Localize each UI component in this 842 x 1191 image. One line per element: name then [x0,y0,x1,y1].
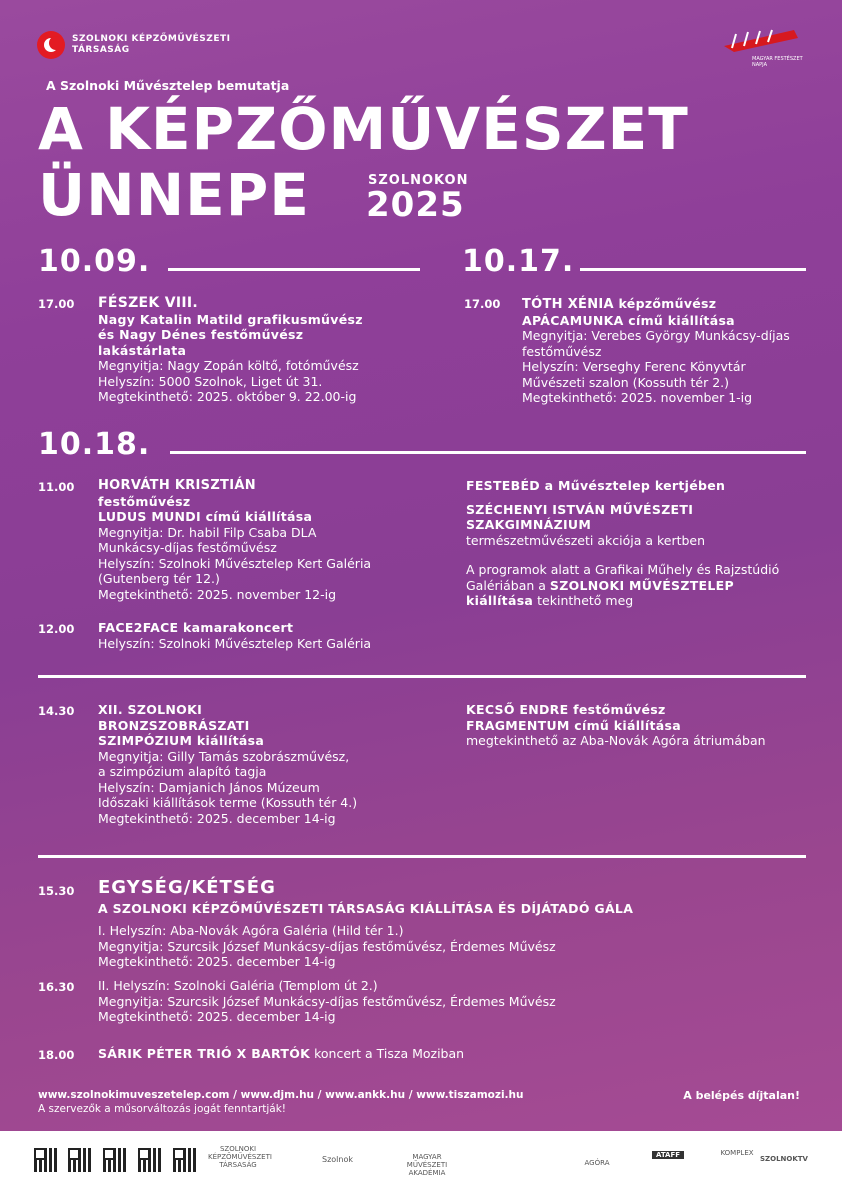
event-detail: koncert a Tisza Moziban [310,1046,465,1061]
page-title-line1: A KÉPZŐMŰVÉSZET [38,95,689,163]
event-1009 [98,296,438,405]
event-detail: Megtekinthető: 2025. december 14-ig [98,954,336,969]
event-subtitle: és Nagy Dénes festőművész [98,327,304,342]
date-rule [168,268,420,271]
event-detail: Megnyitja: Szurcsik József Munkácsy-díjas festőművész, Érdemes Művész [98,938,556,954]
event-detail: Megtekinthető: 2025. november 12-ig [98,586,337,602]
section-rule [38,855,806,858]
event-1017 [522,296,822,406]
event-detail: Megnyitja: Verebes György Munkácsy-díjas [522,328,790,343]
event-detail: Helyszín: 5000 Szolnok, Liget út 31. [98,373,323,389]
event-title: BRONZSZOBRÁSZATI [98,717,250,733]
sponsor-logo: AGÓRA [584,1159,610,1167]
qr-code[interactable] [68,1148,92,1172]
event-detail: (Gutenberg tér 12.) [98,571,220,586]
event-subtitle: SZÉCHENYI ISTVÁN MŰVÉSZETI [466,501,694,517]
event-subtitle: LUDUS MUNDI [98,509,201,524]
event-detail: II. Helyszín: Szolnoki Galéria (Templom út 2.) [98,978,378,993]
event-title: TÓTH XÉNIA [522,297,614,312]
event-subtitle-suffix: című kiállítása [569,717,681,733]
date-rule [170,451,806,454]
event-detail: A programok alatt a Grafikai Műhely és Rajzstúdió [466,562,780,577]
event-title: SZIMPÓZIUM [98,733,193,748]
event-detail: Időszaki kiállítások terme (Kossuth tér 4.) [98,795,358,810]
event-1018-kecso [466,702,812,749]
event-title: SÁRIK PÉTER TRIÓ X BARTÓK [98,1046,311,1061]
event-detail: Megnyitja: Szurcsik József Munkácsy-díjas festőművész, Érdemes Művész [98,993,556,1009]
qr-code[interactable] [34,1148,58,1172]
sponsor-logo: ATAFF [652,1151,684,1159]
event-subtitle: APÁCAMUNKA [522,312,624,328]
event-time: 17.00 [38,297,75,311]
sponsor-strip [0,1131,842,1191]
event-detail: Helyszín: Szolnoki Művésztelep Kert Galéria [98,635,372,651]
event-title: FESTEBÉD [466,478,540,493]
event-title: XII. SZOLNOKI [98,702,203,717]
event-detail: Megtekinthető: 2025. november 1-ig [522,390,753,405]
event-detail: festőművész [522,343,602,359]
event-title-suffix: a Művésztelep kertjében [540,478,726,493]
event-1018-1630 [98,978,818,1025]
event-detail: Megnyitja: Nagy Zopán költő, fotóművész [98,358,359,373]
event-time: 18.00 [38,1048,75,1062]
event-highlight: kiállítása [466,593,534,608]
event-1018-1800 [98,1046,818,1062]
badge-text: MAGYAR FESTÉSZET NAPJA [752,56,803,68]
org-logo [36,30,262,60]
event-title-suffix: kamarakoncert [178,620,294,635]
event-subtitle-suffix: című kiállítása [623,312,735,328]
event-time: 12.00 [38,622,75,636]
festival-badge [714,26,804,72]
date-1017: 10.17. [462,244,575,279]
section-rule [38,675,806,678]
event-1018-1200 [98,620,438,651]
sponsor-logo: Szolnok [322,1155,353,1164]
event-detail: tekinthető meg [533,593,634,608]
event-1018-1430 [98,702,438,826]
year-label: 2025 [366,185,465,225]
event-subtitle-suffix: című kiállítása [200,509,313,524]
event-title: FÉSZEK VIII. [98,295,199,311]
sponsor-logo: MAGYAR MŰVÉSZETI AKADÉMIA [406,1153,448,1177]
sponsor-logo: SZOLNOKI KÉPZŐMŰVÉSZETI TÁRSASÁG [208,1145,272,1169]
event-subtitle: FRAGMENTUM [466,717,570,733]
footer-note: A szervezők a műsorváltozás jogát fenntartják! [38,1103,287,1115]
date-1018: 10.18. [38,427,151,462]
event-title: FACE2FACE [98,620,179,635]
qr-code[interactable] [103,1148,127,1172]
page-title-line2: ÜNNEPE [38,161,310,229]
event-detail: Helyszín: Szolnoki Művésztelep Kert Galéria [98,555,372,571]
free-entry: A belépés díjtalan! [683,1089,800,1102]
org-name: SZOLNOKI KÉPZŐMŰVÉSZETI TÁRSASÁG [72,34,231,55]
event-detail: Megnyitja: Gilly Tamás szobrászművész, [98,748,350,764]
event-role: festőművész [568,702,666,717]
event-title: EGYSÉG/KÉTSÉG [98,877,276,898]
city-label: SZOLNOKON [368,173,469,188]
date-rule [580,268,806,271]
event-time: 15.30 [38,884,75,898]
qr-code[interactable] [138,1148,162,1172]
event-detail: megtekinthető az Aba-Novák Agóra átriumában [466,733,766,748]
kicker: A Szolnoki Művésztelep bemutatja [46,78,290,93]
event-role: képzőművész [613,296,717,311]
event-detail: Megtekinthető: 2025. december 14-ig [98,810,336,826]
event-1018-festebed [466,478,812,609]
event-detail: természetművészeti akciója a kertben [466,532,706,548]
event-detail: Helyszín: Damjanich János Múzeum [98,779,320,795]
event-time: 11.00 [38,480,75,494]
sponsor-logo: KOMPLEX [720,1149,754,1157]
event-detail: Megtekinthető: 2025. október 9. 22.00-ig [98,389,357,404]
event-detail: I. Helyszín: Aba-Novák Agóra Galéria (Hild tér 1.) [98,923,404,938]
event-1018-1530 [98,923,818,970]
event-time: 16.30 [38,980,75,994]
event-detail: Megtekinthető: 2025. december 14-ig [98,1009,336,1024]
event-detail: Művészeti szalon (Kossuth tér 2.) [522,374,730,390]
event-title-suffix: kiállítása [192,733,265,748]
event-subtitle: lakástárlata [98,342,187,358]
event-subtitle: SZAKGIMNÁZIUM [466,517,592,532]
footer-links[interactable]: www.szolnokimuveszetelep.com / www.djm.hu / www.ankk.hu / www.tiszamozi.hu [38,1089,524,1101]
event-highlight: SZOLNOKI MŰVÉSZTELEP [549,577,734,593]
event-subtitle: A SZOLNOKI KÉPZŐMŰVÉSZETI TÁRSASÁG KIÁLLÍTÁSA ÉS DÍJÁTADÓ GÁLA [98,901,634,916]
event-detail: Munkácsy-díjas festőművész [98,540,277,555]
event-time: 17.00 [464,297,501,311]
event-detail: Megnyitja: Dr. habil Filp Csaba DLA [98,524,317,540]
event-detail: a szimpózium alapító tagja [98,764,267,779]
event-time: 14.30 [38,704,75,718]
event-detail: Galériában a [466,577,550,593]
event-1018-1100 [98,478,438,602]
event-detail: Helyszín: Verseghy Ferenc Könyvtár [522,359,746,374]
brush-stroke-icon [714,26,804,56]
qr-code[interactable] [173,1148,197,1172]
event-title: KECSŐ ENDRE [466,702,569,717]
event-role: festőművész [98,493,191,509]
event-subtitle: Nagy Katalin Matild grafikusművész [98,311,363,327]
date-1009: 10.09. [38,244,151,279]
sponsor-logo: SZOLNOKTV [760,1155,808,1163]
event-title: HORVÁTH KRISZTIÁN [98,478,256,493]
org-logo-icon [36,30,66,60]
